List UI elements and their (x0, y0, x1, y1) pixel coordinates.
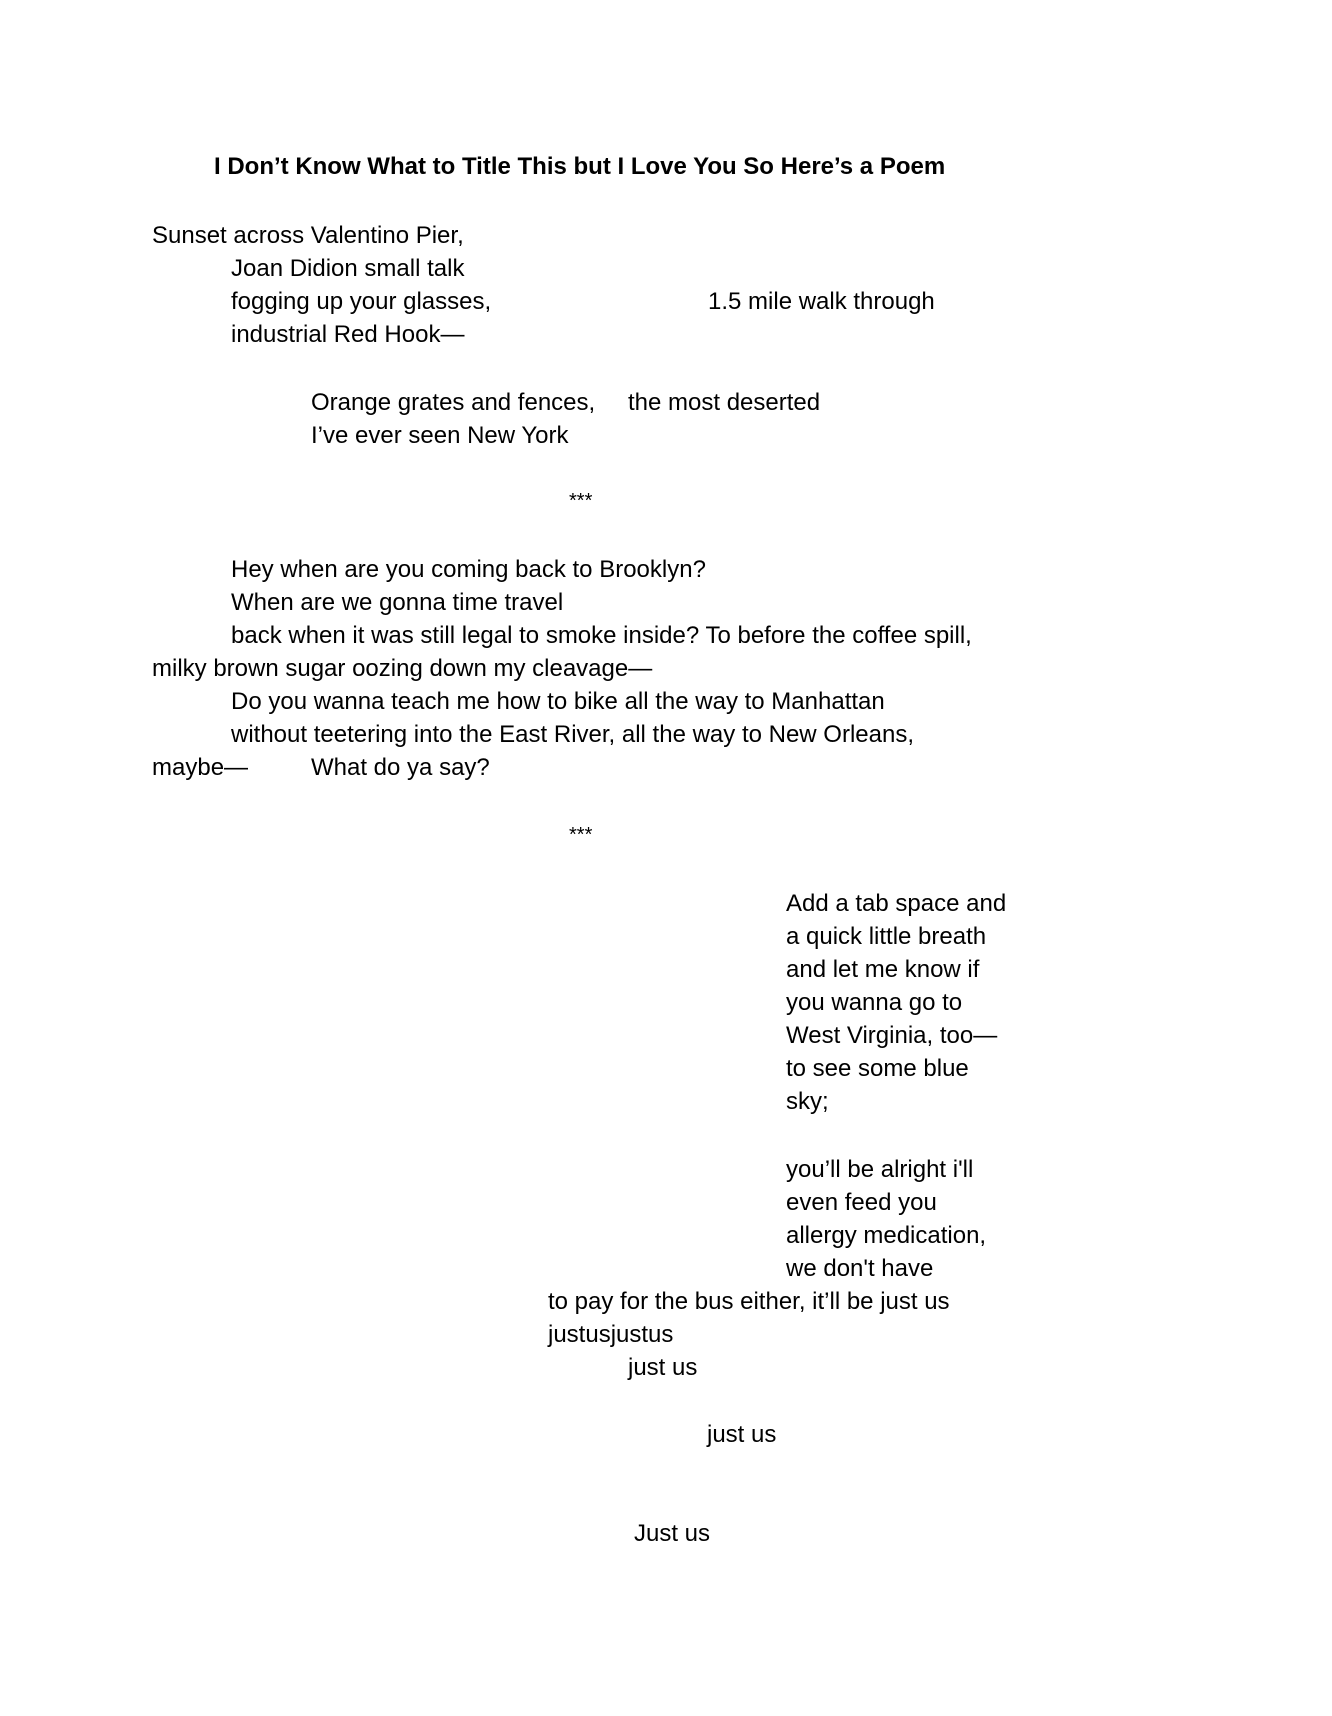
poem-line: West Virginia, too— (786, 1022, 998, 1049)
poem-line: you wanna go to (786, 989, 963, 1016)
poem-line: Just us (634, 1520, 711, 1547)
poem-line: we don't have (786, 1255, 934, 1282)
poem-line: I’ve ever seen New York (311, 422, 569, 449)
poem-line: just us (707, 1421, 777, 1448)
poem-line: Add a tab space and (786, 890, 1007, 917)
poem-line: to see some blue (786, 1055, 969, 1082)
poem-line: 1.5 mile walk through (708, 288, 935, 315)
poem-line: you’ll be alright i'll (786, 1156, 974, 1183)
poem-line: When are we gonna time travel (231, 589, 564, 616)
poem-line: maybe— (152, 754, 249, 781)
poem-line: a quick little breath (786, 923, 987, 950)
section-separator: *** (569, 824, 593, 846)
poem-line: just us (628, 1354, 698, 1381)
poem-line: What do ya say? (311, 754, 490, 781)
poem-line: sky; (786, 1088, 829, 1115)
poem-line: even feed you (786, 1189, 937, 1216)
poem-line: milky brown sugar oozing down my cleavage— (152, 655, 653, 682)
poem-line: the most deserted (628, 389, 821, 416)
section-separator: *** (569, 490, 593, 512)
poem-line: Hey when are you coming back to Brooklyn? (231, 556, 706, 583)
poem-line: Do you wanna teach me how to bike all the way to Manhattan (231, 688, 885, 715)
poem-line: Sunset across Valentino Pier, (152, 222, 464, 249)
poem-title: I Don’t Know What to Title This but I Love You So Here’s a Poem (214, 153, 946, 180)
poem-line: Joan Didion small talk (231, 255, 465, 282)
poem-line: industrial Red Hook— (231, 321, 465, 348)
poem-line: to pay for the bus either, it’ll be just us (548, 1288, 950, 1315)
poem-line: Orange grates and fences, (311, 389, 596, 416)
poem-line: back when it was still legal to smoke inside? To before the coffee spill, (231, 622, 972, 649)
poem-line: without teetering into the East River, all the way to New Orleans, (231, 721, 915, 748)
poem-line: justusjustus (548, 1321, 674, 1348)
poem-line: and let me know if (786, 956, 980, 983)
poem-line: fogging up your glasses, (231, 288, 492, 315)
poem-line: allergy medication, (786, 1222, 987, 1249)
